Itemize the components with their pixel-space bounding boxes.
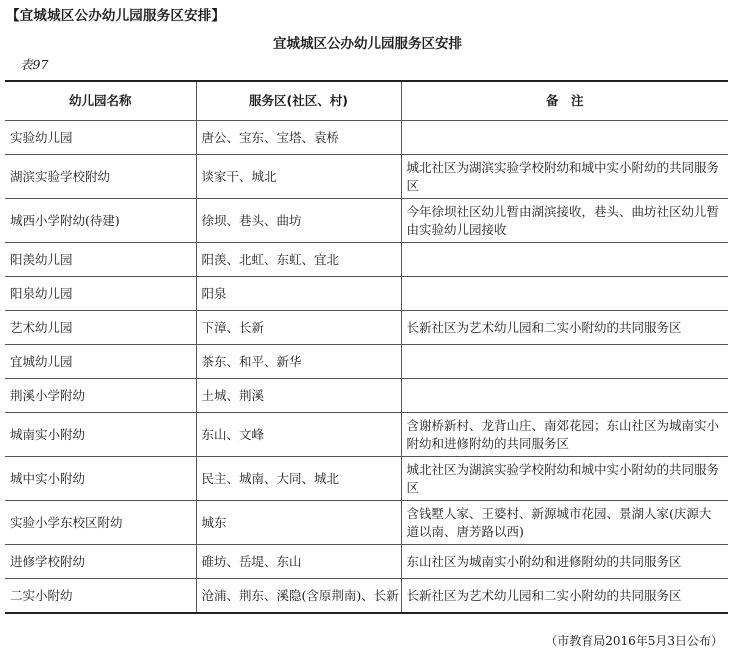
service-area: 城东 xyxy=(196,501,401,545)
table-row xyxy=(5,199,728,243)
service-area: 徐坝、巷头、曲坊 xyxy=(196,199,401,243)
table-row xyxy=(5,545,728,579)
kindergarten-name: 城南实小附幼 xyxy=(5,413,196,457)
service-area: 土城、荆溪 xyxy=(196,379,401,413)
kindergarten-name: 城西小学附幼(待建) xyxy=(5,199,196,243)
kindergarten-name: 荆溪小学附幼 xyxy=(5,379,196,413)
kindergarten-name: 进修学校附幼 xyxy=(5,545,196,579)
table-row xyxy=(5,277,728,311)
service-area: 碓坊、岳堤、东山 xyxy=(196,545,401,579)
kindergarten-name: 宜城幼儿园 xyxy=(5,345,196,379)
header-remarks: 备 注 xyxy=(401,81,728,121)
service-area: 下漳、长新 xyxy=(196,311,401,345)
kindergarten-name: 实验幼儿园 xyxy=(5,121,196,155)
table-row xyxy=(5,457,728,501)
table-header-row xyxy=(5,81,728,121)
header-service-area: 服务区(社区、村) xyxy=(196,81,401,121)
kindergarten-name: 湖滨实验学校附幼 xyxy=(5,155,196,199)
table-row xyxy=(5,345,728,379)
service-area: 谈家干、城北 xyxy=(196,155,401,199)
table-number: 表97 xyxy=(20,57,49,72)
kindergarten-name: 实验小学东校区附幼 xyxy=(5,501,196,545)
table-title: 宜城城区公办幼儿园服务区安排 xyxy=(273,36,462,52)
service-area: 沧浦、荆东、溪隐(含原荆南)、长新 xyxy=(196,579,401,614)
remarks: 城北社区为湖滨实验学校附幼和城中实小附幼的共同服务区 xyxy=(401,155,728,199)
service-area: 唐公、宝东、宝塔、袁桥 xyxy=(196,121,401,155)
kindergarten-name: 阳羡幼儿园 xyxy=(5,243,196,277)
remarks xyxy=(401,277,728,311)
table-row xyxy=(5,311,728,345)
remarks xyxy=(401,345,728,379)
section-heading: 【宜城城区公办幼儿园服务区安排】 xyxy=(6,8,226,24)
table-row xyxy=(5,379,728,413)
remarks xyxy=(401,379,728,413)
kindergarten-name: 艺术幼儿园 xyxy=(5,311,196,345)
remarks: 含钱墅人家、王婆村、新源城市花园、景湖人家(庆源大道以南、唐芳路以西) xyxy=(401,501,728,545)
remarks: 今年徐坝社区幼儿暂由湖滨接收，巷头、曲坊社区幼儿暂由实验幼儿园接收 xyxy=(401,199,728,243)
remarks: 长新社区为艺术幼儿园和二实小附幼的共同服务区 xyxy=(401,311,728,345)
kindergarten-name: 阳泉幼儿园 xyxy=(5,277,196,311)
remarks xyxy=(401,243,728,277)
table-row xyxy=(5,579,728,614)
table-row xyxy=(5,121,728,155)
kindergarten-name: 二实小附幼 xyxy=(5,579,196,614)
kindergarten-name: 城中实小附幼 xyxy=(5,457,196,501)
remarks xyxy=(401,121,728,155)
remarks: 城北社区为湖滨实验学校附幼和城中实小附幼的共同服务区 xyxy=(401,457,728,501)
remarks: 东山社区为城南实小附幼和进修附幼的共同服务区 xyxy=(401,545,728,579)
table-row xyxy=(5,243,728,277)
kindergarten-service-area-table xyxy=(5,80,728,614)
remarks: 含谢桥新村、龙背山庄、南郊花园；东山社区为城南实小附幼和进修附幼的共同服务区 xyxy=(401,413,728,457)
service-area: 阳羡、北虹、东虹、宜北 xyxy=(196,243,401,277)
table-row xyxy=(5,413,728,457)
service-area: 阳泉 xyxy=(196,277,401,311)
table-row xyxy=(5,155,728,199)
service-area: 茶东、和平、新华 xyxy=(196,345,401,379)
header-kindergarten: 幼儿园名称 xyxy=(5,81,196,121)
publication-note: （市教育局2016年5月3日公布） xyxy=(545,634,723,648)
remarks: 长新社区为艺术幼儿园和二实小附幼的共同服务区 xyxy=(401,579,728,614)
table-row xyxy=(5,501,728,545)
service-area: 民主、城南、大同、城北 xyxy=(196,457,401,501)
service-area: 东山、文峰 xyxy=(196,413,401,457)
